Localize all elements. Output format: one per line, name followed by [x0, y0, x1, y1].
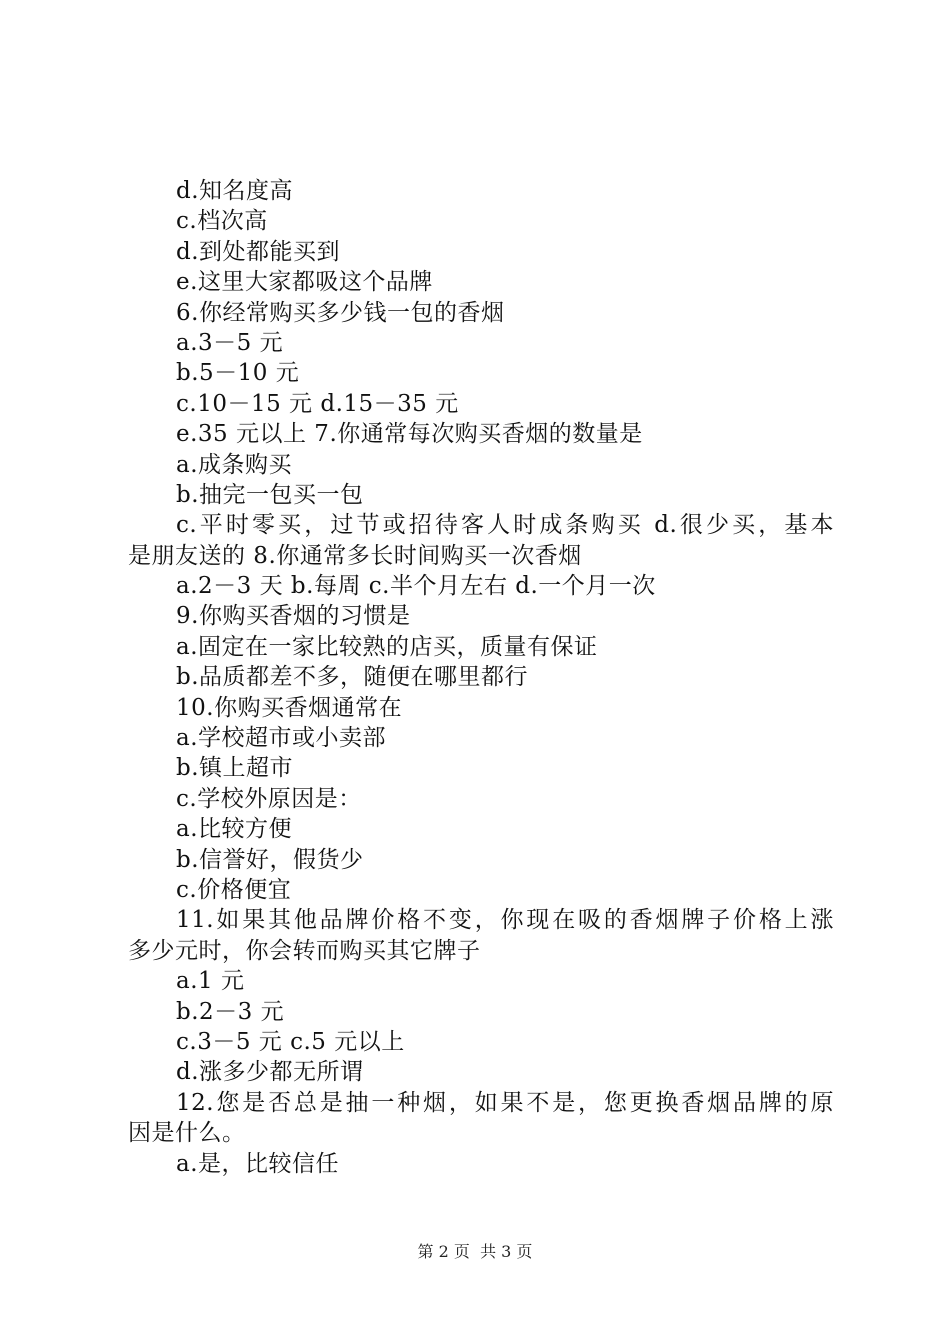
text-line: c.价格便宜 — [176, 876, 292, 903]
text-line: a.成条购买 — [176, 451, 293, 478]
text-line: e.这里大家都吸这个品牌 — [176, 269, 433, 296]
text-line: b.抽完一包买一包 — [176, 481, 364, 508]
text-line: 12.您是否总是抽一种烟，如果不是，您更换香烟品牌的原 — [176, 1089, 834, 1116]
text-line: b.品质都差不多，随便在哪里都行 — [176, 664, 529, 691]
text-line: c.学校外原因是： — [176, 785, 362, 812]
text-line: d.涨多少都无所谓 — [176, 1059, 364, 1086]
text-line: 6.你经常购买多少钱一包的香烟 — [176, 299, 505, 326]
text-line: d.到处都能买到 — [176, 238, 341, 265]
text-line: 11.如果其他品牌价格不变，你现在吸的香烟牌子价格上涨 — [176, 907, 834, 934]
text-line: a.学校超市或小卖部 — [176, 725, 387, 752]
text-line: b.镇上超市 — [176, 755, 294, 782]
text-line: a.是，比较信任 — [176, 1150, 340, 1177]
text-line: b.信誉好，假货少 — [176, 846, 364, 873]
text-line: 因是什么。 — [128, 1120, 246, 1147]
page-footer — [0, 1241, 950, 1263]
text-line: e.35 元以上 7.你通常每次购买香烟的数量是 — [176, 421, 643, 448]
page-number-label: 第 2 页 共 3 页 — [417, 1242, 533, 1261]
text-line: 10.你购买香烟通常在 — [176, 694, 403, 721]
text-line: a.比较方便 — [176, 816, 293, 843]
text-line: a.3－5 元 — [176, 329, 284, 356]
text-line: c.档次高 — [176, 208, 268, 235]
document-body — [128, 176, 834, 1179]
text-line: b.2－3 元 — [176, 998, 285, 1025]
text-line: 多少元时，你会转而购买其它牌子 — [128, 937, 481, 964]
text-line: c.10－15 元 d.15－35 元 — [176, 390, 459, 417]
text-line: 是朋友送的 8.你通常多长时间购买一次香烟 — [128, 542, 582, 569]
text-line: a.2－3 天 b.每周 c.半个月左右 d.一个月一次 — [176, 573, 656, 600]
text-line: b.5－10 元 — [176, 360, 300, 387]
text-line: a.1 元 — [176, 968, 245, 995]
text-line: c.平时零买，过节或招待客人时成条购买 d.很少买，基本 — [176, 512, 834, 539]
text-line: a.固定在一家比较熟的店买，质量有保证 — [176, 633, 598, 660]
text-line: 9.你购买香烟的习惯是 — [176, 603, 411, 630]
text-line: c.3－5 元 c.5 元以上 — [176, 1028, 405, 1055]
text-line: d.知名度高 — [176, 178, 294, 204]
